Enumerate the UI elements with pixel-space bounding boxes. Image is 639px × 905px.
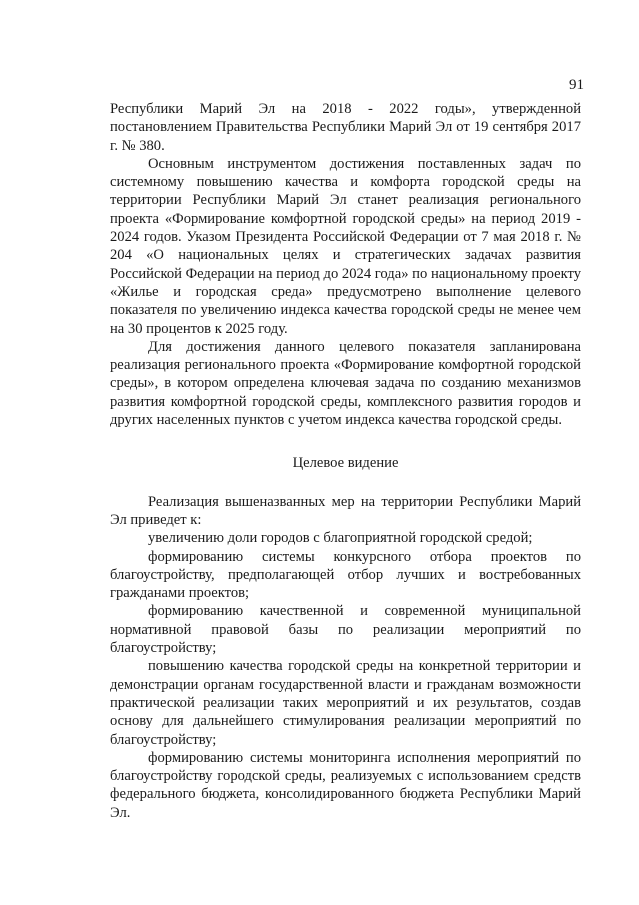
list-item-4: повышению качества городской среды на конкретной территории и демонстрации органам государственной власти и гражданам возможности практической реализации таких мероприятий и их результатов, создав основу для дальнейшего стимулирования реализации мероприятий по благоустройству; <box>110 658 581 748</box>
paragraph-4: Реализация вышеназванных мер на территории Республики Марий Эл приведет к: <box>110 493 581 528</box>
paragraph-3: Для достижения данного целевого показателя запланирована реализация регионального проекта «Формирование комфортной городской среды», в котором определена ключевая задача по созданию механизмов развития комфортной городской среды, комплексного развития городов и других населенных пунктов с учетом индекса качества городской среды. <box>110 338 581 429</box>
paragraph-2: Основным инструментом достижения поставленных задач по системному повышению качества и комфорта городской среды на территории Республики Марий Эл станет реализация регионального проекта «Формирование комфортной городской среды» на период 2019 - 2024 годов. Указом Президента Российской Федерации от 7 мая 2018 г. № 204 «О национальных целях и стратегических задачах развития Российской Федерации на период до 2024 года» по национальному проекту «Жилье и городская среда» предусмотрено выполнение целевого показателя по увеличению индекса качества городской среды не менее чем на 30 процентов к 2025 году. <box>110 155 581 337</box>
document-body <box>110 100 581 822</box>
list-item-1: увеличению доли городов с благоприятной городской средой; <box>148 530 533 547</box>
section-heading: Целевое видение <box>292 455 399 472</box>
page-number: 91 <box>569 77 584 93</box>
list-item-5: формированию системы мониторинга исполнения мероприятий по благоустройству городской среды, реализуемых с использованием средств федерального бюджета, консолидированного бюджета Республики Марий Эл. <box>110 749 581 821</box>
list-item-3: формированию качественной и современной муниципальной нормативной правовой базы по реализации мероприятий по благоустройству; <box>110 603 581 657</box>
paragraph-1: Республики Марий Эл на 2018 - 2022 годы», утвержденной постановлением Правительства Республики Марий Эл от 19 сентября 2017 г. № 380. <box>110 101 581 154</box>
list-item-2: формированию системы конкурсного отбора проектов по благоустройству, предполагающей отбор лучших и востребованных гражданами проектов; <box>110 548 581 602</box>
